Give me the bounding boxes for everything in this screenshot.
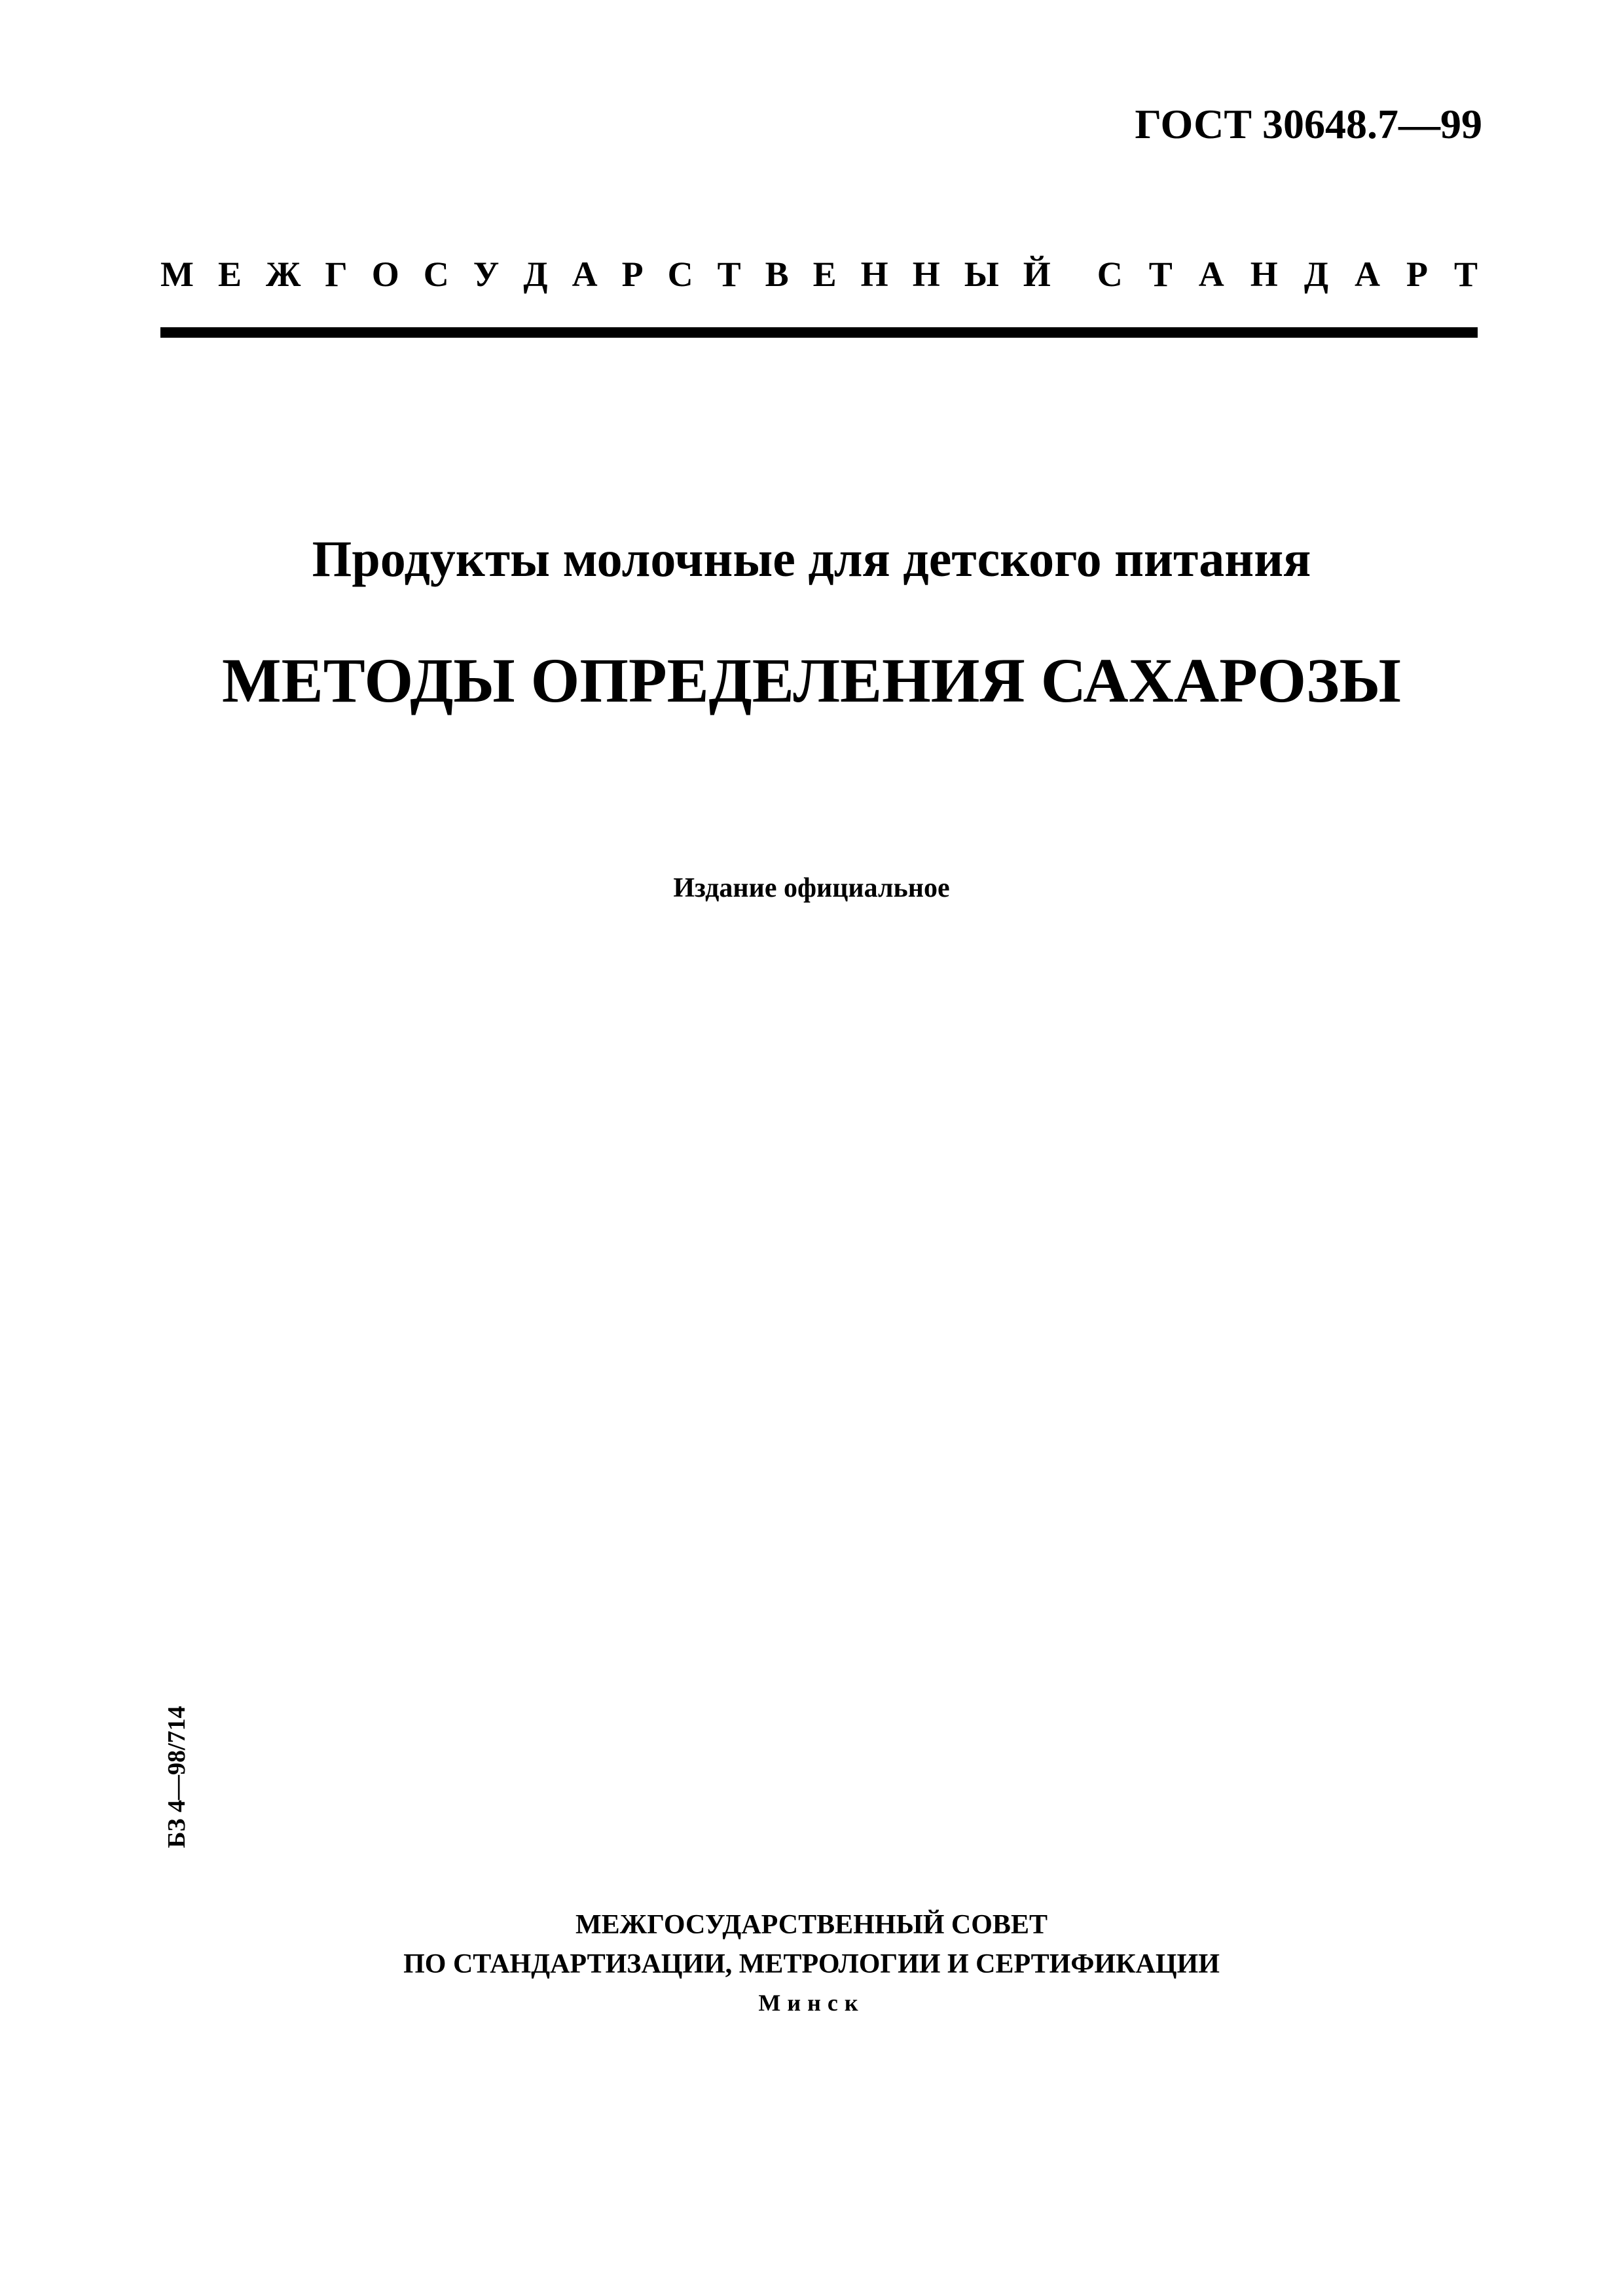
header-letter: В: [765, 255, 789, 294]
side-code: БЗ 4—98/714: [163, 1706, 191, 1848]
header-letter: Р: [1406, 255, 1428, 294]
header-letter: Ж: [266, 255, 301, 294]
header-letter: Г: [325, 255, 348, 294]
header-word-standard: [1097, 257, 1478, 292]
document-subtitle: МЕТОДЫ ОПРЕДЕЛЕНИЯ САХАРОЗЫ: [222, 645, 1401, 715]
edition-label: Издание официальное: [673, 873, 950, 903]
header-letter: Т: [1148, 255, 1173, 294]
header-letter: М: [160, 255, 194, 294]
header-letter: Т: [717, 255, 741, 294]
header-letter: С: [667, 255, 693, 294]
header-letter: Н: [860, 255, 888, 294]
council-line-2: ПО СТАНДАРТИЗАЦИИ, МЕТРОЛОГИИ И СЕРТИФИКАЦИИ: [403, 1949, 1220, 1979]
header-letter: А: [572, 255, 598, 294]
header-letter: Е: [217, 255, 242, 294]
header-word-interstate: [160, 257, 1051, 292]
header-letter: С: [1097, 255, 1123, 294]
publisher-block: [0, 1911, 1623, 2015]
header-letter: Ы: [964, 255, 999, 294]
publisher-city: Минск: [758, 1990, 865, 2016]
header-letter: Д: [1304, 255, 1328, 294]
header-letter: Т: [1453, 255, 1478, 294]
standard-number: ГОСТ 30648.7—99: [1135, 101, 1482, 147]
header-letter: Й: [1023, 255, 1051, 294]
header-letter: Р: [621, 255, 644, 294]
side-code-container: [160, 1702, 193, 1852]
header-rule: [160, 327, 1478, 338]
header-letter: А: [1198, 255, 1224, 294]
header-letter: Н: [1250, 255, 1278, 294]
header-letter: Д: [523, 255, 548, 294]
header-letter: Е: [812, 255, 837, 294]
header-letter: Н: [912, 255, 940, 294]
header-letter: А: [1354, 255, 1380, 294]
header-letter: О: [371, 255, 399, 294]
interstate-standard-header: [160, 257, 1478, 292]
council-line-1: МЕЖГОСУДАРСТВЕННЫЙ СОВЕТ: [575, 1910, 1048, 1940]
header-letter: У: [473, 255, 500, 294]
document-title: Продукты молочные для детского питания: [312, 530, 1311, 587]
header-letter: С: [423, 255, 449, 294]
